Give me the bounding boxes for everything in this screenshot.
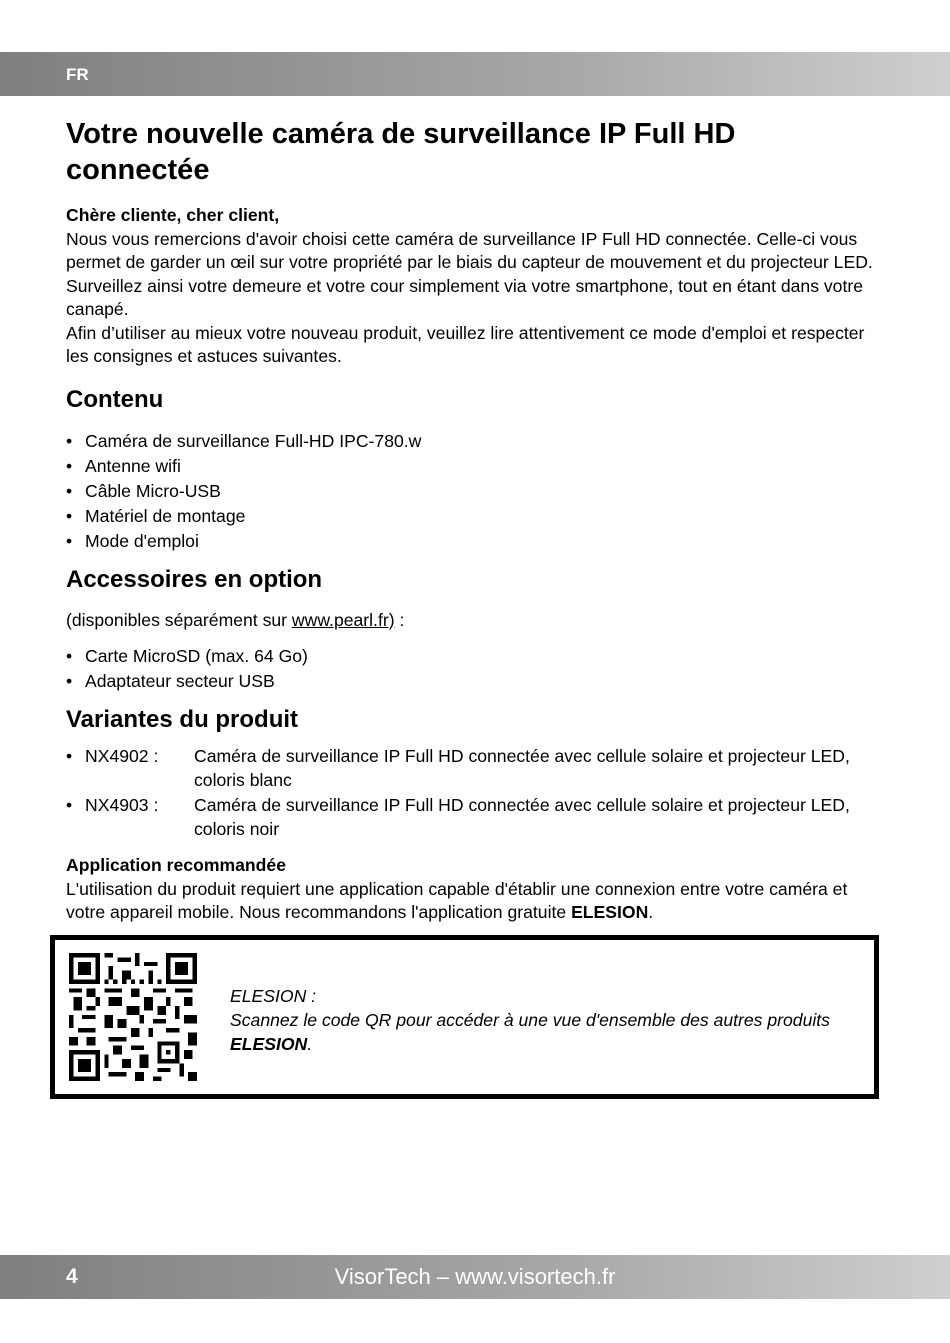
list-item: • Adaptateur secteur USB	[66, 669, 881, 694]
list-item: • Câble Micro-USB	[66, 479, 881, 504]
qr-caption-brand: ELESION	[230, 1034, 308, 1054]
variant-code: • NX4902 :	[85, 746, 159, 766]
qr-caption-end: .	[307, 1034, 313, 1054]
page-number: 4	[66, 1265, 78, 1288]
app-heading: Application recommandée	[66, 855, 286, 875]
pearl-link[interactable]: www.pearl.fr)	[291, 609, 395, 630]
qr-caption-body	[230, 1008, 850, 1056]
list-item: • Mode d'emploi	[66, 529, 881, 554]
accessories-list	[66, 644, 881, 694]
list-item: • Caméra de surveillance Full-HD IPC-780.w	[66, 429, 881, 454]
app-name: ELESION	[571, 902, 649, 922]
qr-caption-title: ELESION :	[230, 986, 317, 1006]
footer-bar	[0, 1255, 950, 1299]
app-text-end: .	[648, 902, 654, 922]
intro-paragraph-1: Nous vous remercions d'avoir choisi cette caméra de surveillance IP Full HD connectée. Celle-ci vous permet de garder un œil sur votre propriété par le biais du capteur de mouvement et du projecteur LED. Surveillez ainsi votre demeure et votre cour simplement via votre smartphone, tout en étant dans votre canapé.	[66, 228, 873, 319]
accessories-note-prefix: (disponibles séparément sur	[66, 609, 292, 630]
qr-caption-text: Scannez le code QR pour accéder à une vue d'ensemble des autres produits	[230, 1010, 830, 1030]
variant-item	[66, 794, 881, 841]
app-text	[66, 878, 881, 925]
intro-paragraph-2: Afin d’utiliser au mieux votre nouveau produit, veuillez lire attentivement ce mode d'emploi et respecter les consignes et astuces suivantes.	[66, 322, 865, 366]
language-label: FR	[66, 65, 89, 84]
qr-info-box	[50, 935, 879, 1099]
variant-item	[66, 745, 881, 792]
variants-list	[66, 745, 881, 841]
variant-description: Caméra de surveillance IP Full HD connectée avec cellule solaire et projecteur LED, coloris noir	[194, 795, 850, 839]
accessories-note-suffix: :	[394, 609, 405, 630]
footer-brand: VisorTech – www.visortech.fr	[334, 1264, 616, 1289]
main-content	[66, 116, 881, 925]
list-item: • Antenne wifi	[66, 454, 881, 479]
variant-description: Caméra de surveillance IP Full HD connectée avec cellule solaire et projecteur LED, coloris blanc	[194, 746, 850, 790]
qr-code-icon[interactable]	[69, 953, 197, 1081]
list-item: • Matériel de montage	[66, 504, 881, 529]
greeting: Chère cliente, cher client,	[66, 205, 280, 225]
accessories-heading: Accessoires en option	[66, 565, 323, 593]
variants-heading: Variantes du produit	[66, 706, 299, 733]
variant-code: • NX4903 :	[85, 795, 159, 815]
list-item: • Carte MicroSD (max. 64 Go)	[66, 644, 881, 669]
app-text-body: L'utilisation du produit requiert une application capable d'établir une connexion entre votre caméra et votre appareil mobile. Nous recommandons l'application gratuite	[66, 878, 848, 922]
header-bar	[0, 52, 950, 96]
qr-caption	[230, 984, 850, 1056]
contents-heading: Contenu	[66, 385, 164, 413]
accessories-note	[66, 609, 881, 633]
page-title: Votre nouvelle caméra de surveillance IP Full HD connectée	[66, 118, 736, 186]
contents-list	[66, 429, 881, 554]
